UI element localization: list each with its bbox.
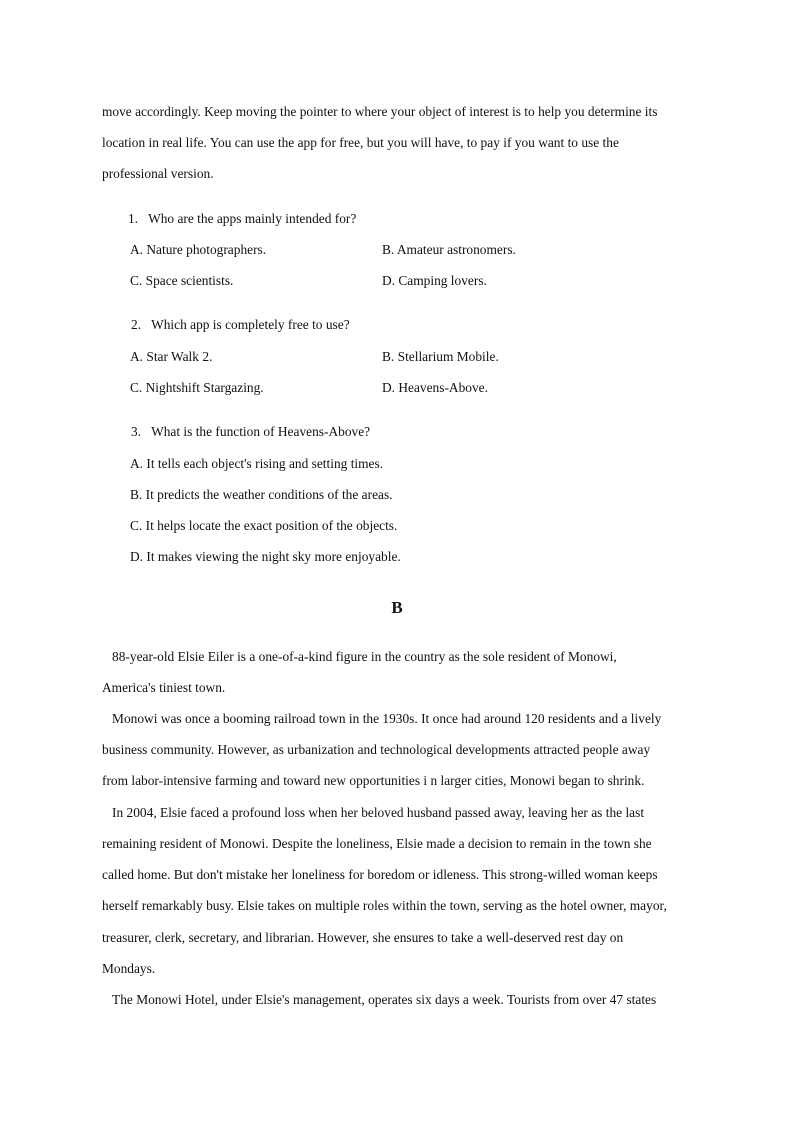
question-1-option-d: D. Camping lovers. xyxy=(382,273,487,288)
passage-line: In 2004, Elsie faced a profound loss when her beloved husband passed away, leaving her as the last xyxy=(102,805,645,820)
passage-line: America's tiniest town. xyxy=(102,680,226,695)
question-3-option-b: B. It predicts the weather conditions of the areas. xyxy=(130,487,393,502)
intro-line: move accordingly. Keep moving the pointer to where your object of interest is to help you determine its xyxy=(102,104,658,119)
question-2-option-b: B. Stellarium Mobile. xyxy=(382,349,499,364)
section-heading: B xyxy=(391,598,403,617)
question-1-option-c: C. Space scientists. xyxy=(130,273,234,288)
passage-line: Mondays. xyxy=(102,961,156,976)
question-1-option-a: A. Nature photographers. xyxy=(130,242,267,257)
question-3-option-a: A. It tells each object's rising and setting times. xyxy=(130,456,384,471)
question-2-stem: 2. Which app is completely free to use? xyxy=(131,317,350,332)
question-2-option-c: C. Nightshift Stargazing. xyxy=(130,380,264,395)
intro-line: professional version. xyxy=(102,166,214,181)
question-1-option-b: B. Amateur astronomers. xyxy=(382,242,516,257)
passage-line: herself remarkably busy. Elsie takes on multiple roles within the town, serving as the hotel owner, mayor, xyxy=(102,898,667,913)
passage-line: business community. However, as urbanization and technological developments attracted people away xyxy=(102,742,651,757)
intro-line: location in real life. You can use the app for free, but you will have, to pay if you want to use the xyxy=(102,135,619,150)
question-1-stem: 1. Who are the apps mainly intended for? xyxy=(128,211,357,226)
passage-line: from labor-intensive farming and toward new opportunities i n larger cities, Monowi began to shrink. xyxy=(102,773,645,788)
question-3-option-c: C. It helps locate the exact position of the objects. xyxy=(130,518,398,533)
passage-line: remaining resident of Monowi. Despite the loneliness, Elsie made a decision to remain in the town she xyxy=(102,836,652,851)
passage-line: Monowi was once a booming railroad town in the 1930s. It once had around 120 residents and a lively xyxy=(102,711,662,726)
passage-line: 88-year-old Elsie Eiler is a one-of-a-kind figure in the country as the sole resident of Monowi, xyxy=(102,649,617,664)
passage-line: treasurer, clerk, secretary, and librarian. However, she ensures to take a well-deserved rest day on xyxy=(102,930,624,945)
question-2-option-d: D. Heavens-Above. xyxy=(382,380,488,395)
question-2-option-a: A. Star Walk 2. xyxy=(130,349,213,364)
passage-line: called home. But don't mistake her loneliness for boredom or idleness. This strong-willed woman keeps xyxy=(102,867,658,882)
question-3-option-d: D. It makes viewing the night sky more enjoyable. xyxy=(130,549,401,564)
question-3-stem: 3. What is the function of Heavens-Above? xyxy=(131,424,371,439)
passage-line: The Monowi Hotel, under Elsie's management, operates six days a week. Tourists from over 47 states xyxy=(102,992,657,1007)
